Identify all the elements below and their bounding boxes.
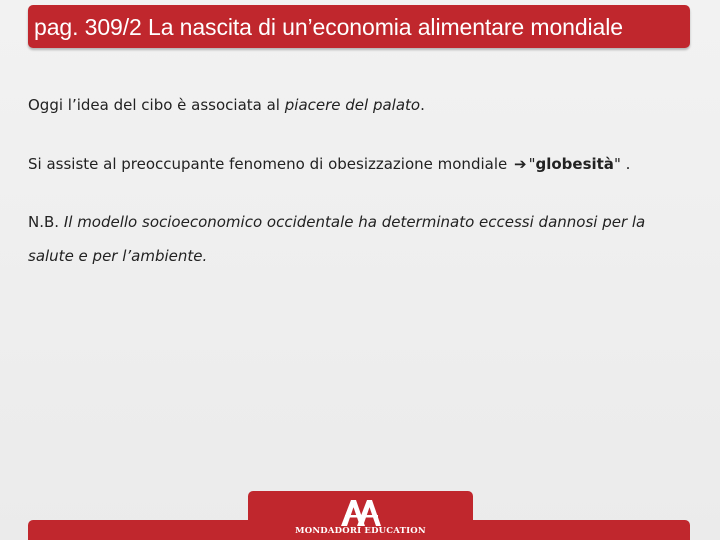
emphasis-text: piacere del palato [284, 96, 421, 114]
title-bar [28, 5, 690, 48]
arrow-right-icon: ➔ [513, 155, 527, 173]
paragraph-text: Si assiste al preoccupante fenomeno di obesizzazione mondiale [28, 155, 512, 173]
paragraph-text-end: . [420, 96, 425, 114]
slide-title: pag. 309/2 La nascita di un’economia alimentare mondiale [34, 14, 623, 40]
paragraph-note [28, 205, 693, 273]
paragraph-text: Oggi l’idea del cibo è associata al [28, 96, 285, 114]
note-label: N.B. [28, 213, 64, 231]
paragraph-globesity [28, 147, 693, 181]
publisher-logo [248, 491, 473, 540]
note-line-2: salute e per l’ambiente. [28, 247, 208, 265]
quote-close: " . [613, 155, 631, 173]
quote-open: " [528, 155, 536, 173]
paragraph-pleasure [28, 88, 693, 122]
note-line-1: Il modello socioeconomico occidentale ha determinato eccessi dannosi per la [63, 213, 646, 231]
mondadori-logo-icon [339, 498, 383, 526]
keyword-globesity: globesità [535, 155, 614, 173]
publisher-name: MONDADORI EDUCATION [295, 526, 426, 536]
